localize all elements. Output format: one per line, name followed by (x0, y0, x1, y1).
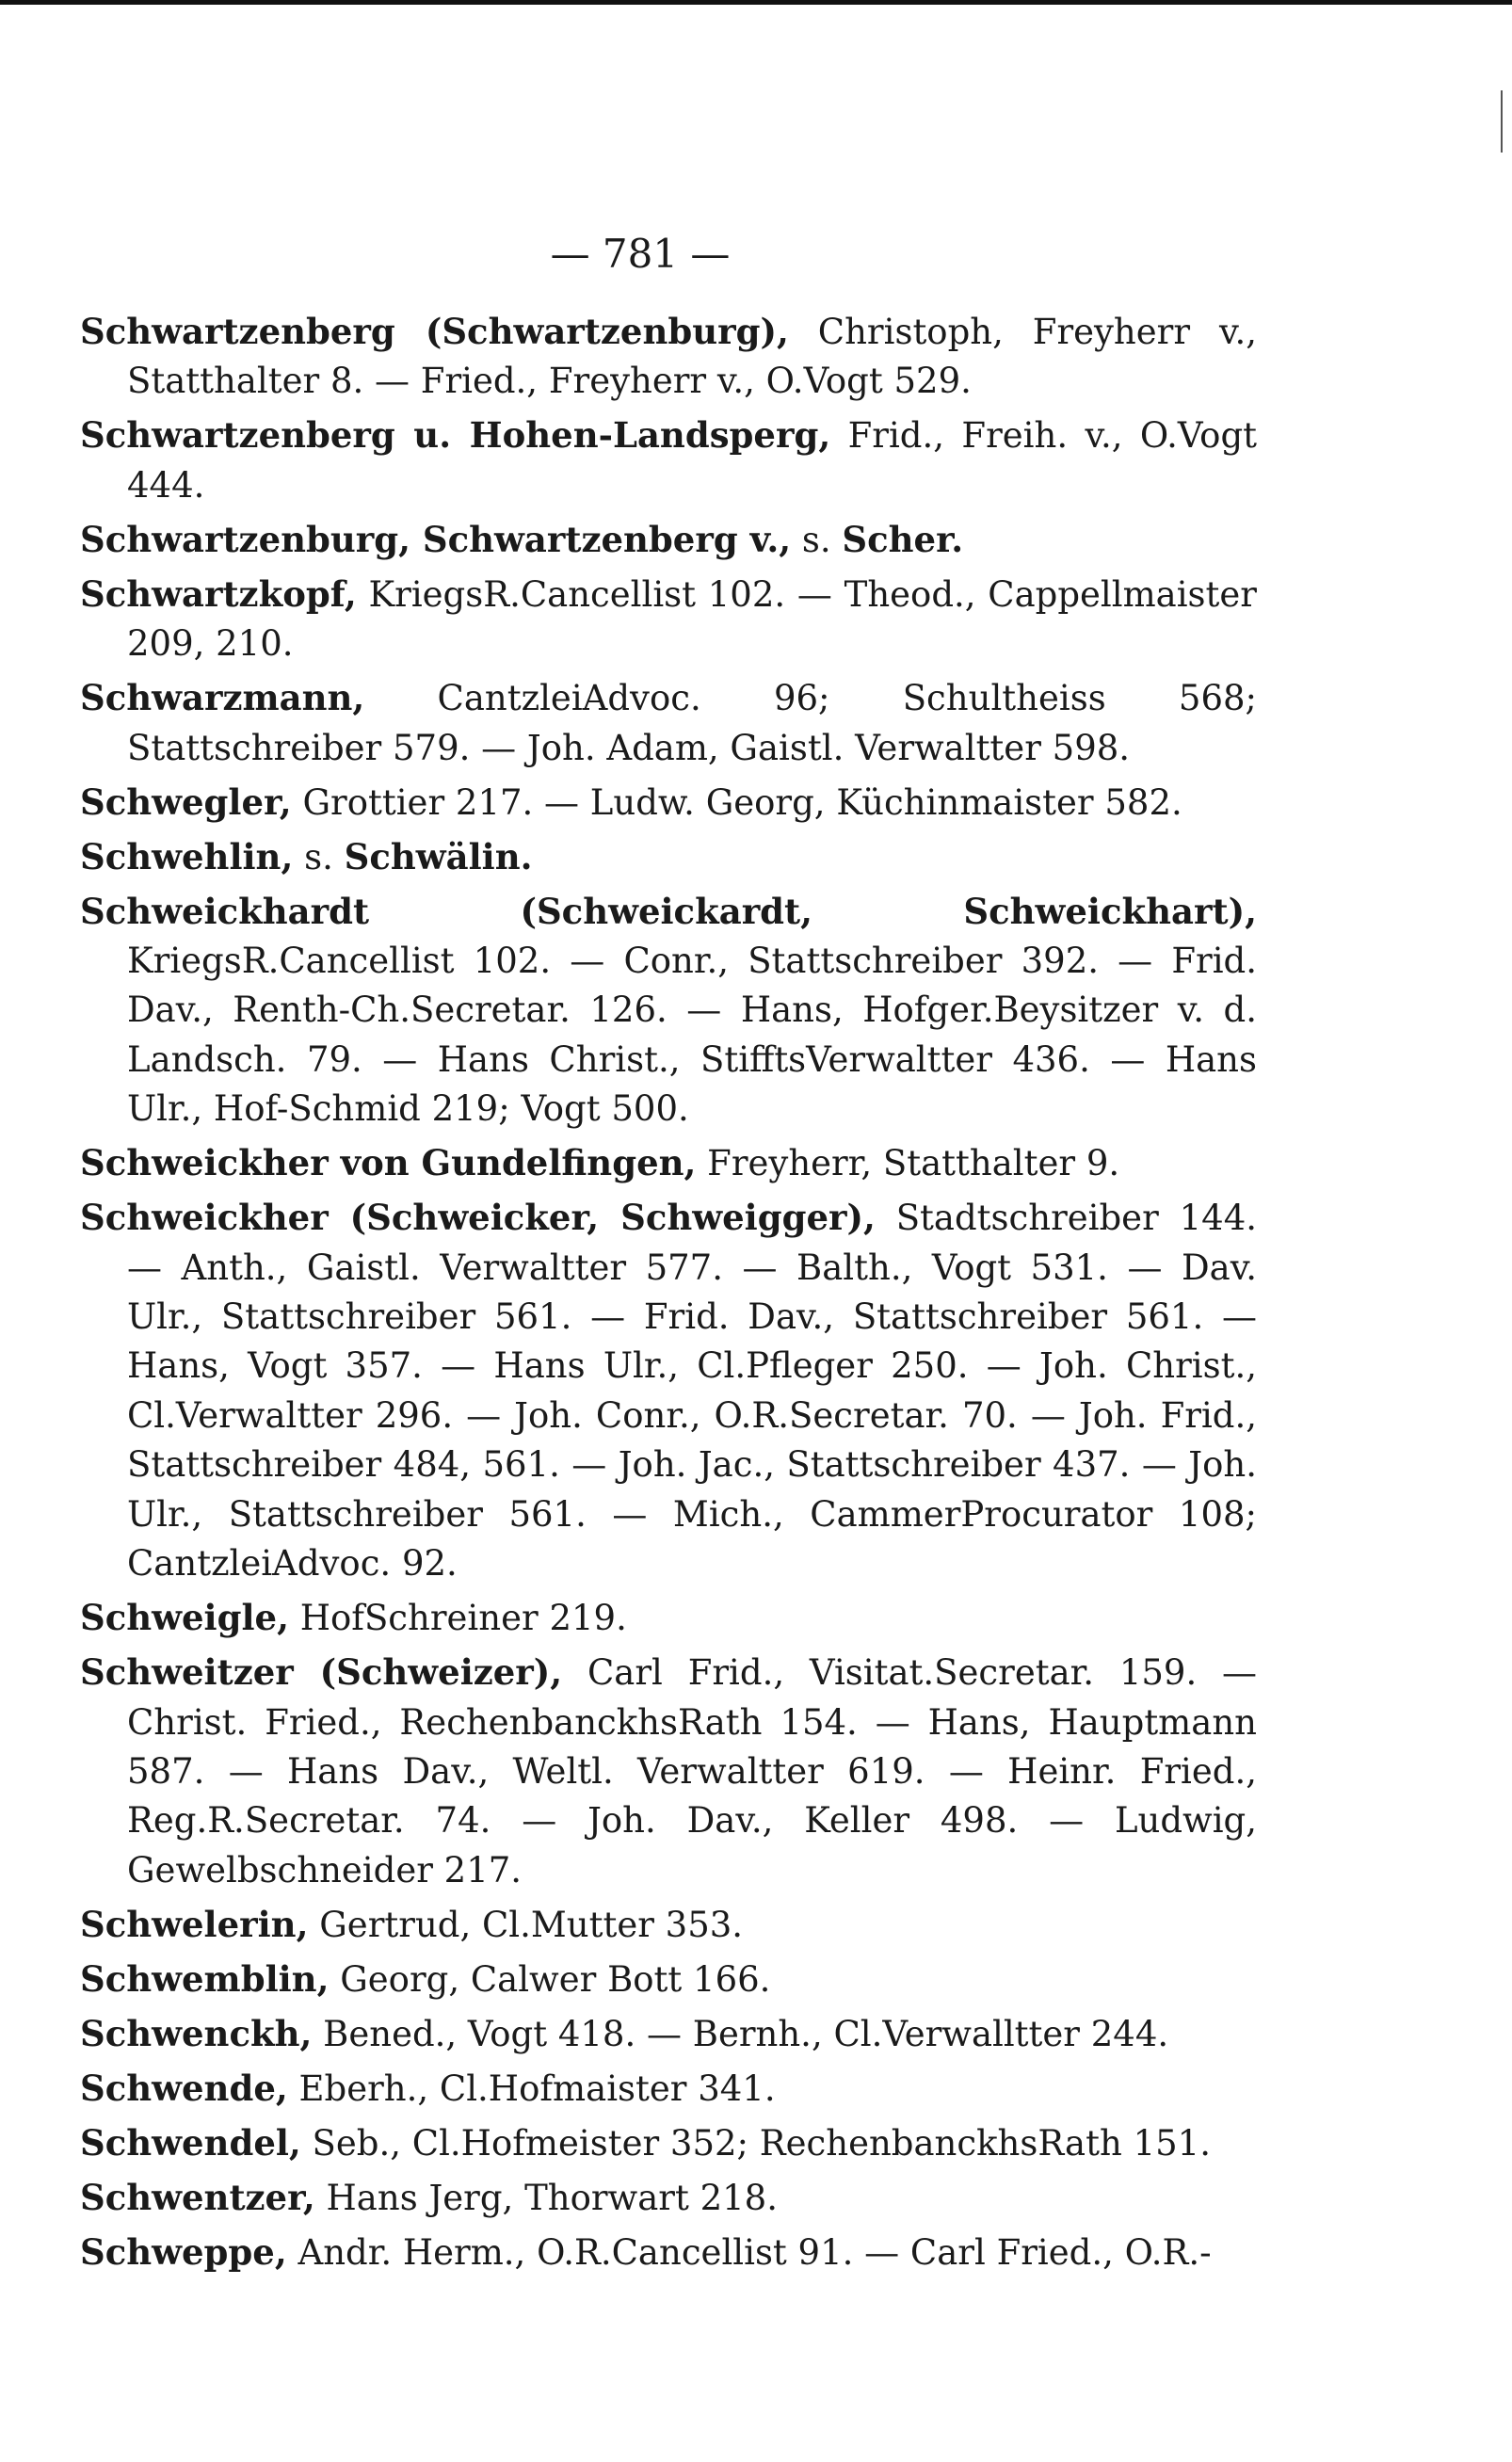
index-entry (80, 887, 1257, 1134)
entry-text: Carl Frid., Visitat.Secretar. 159. — Christ. Fried., RechenbanckhsRath 154. — Hans, Hauptmann 587. — Hans Dav., Weltl. Verwaltter 619. — Heinr. Fried., Reg.R.Secretar. 74. — Joh. Dav., Keller 498. — Ludwig, Gewelbschneider 217. (127, 1652, 1258, 1891)
index-entry (80, 1593, 1257, 1643)
entry-headword: Schwartzenburg, Schwartzenberg v., (80, 518, 792, 560)
index-entry (80, 1138, 1257, 1188)
entry-text: Stadtschreiber 144. — Anth., Gaistl. Verwaltter 577. — Balth., Vogt 531. — Dav. Ulr., Stattschreiber 561. — Frid. Dav., Stattschreiber 561. — Hans, Vogt 357. — Hans Ulr., Cl.Pfleger 250. — Joh. Christ., Cl.Verwaltter 296. — Joh. Conr., O.R.Secretar. 70. — Joh. Frid., Stattschreiber 484, 561. — Joh. Jac., Stattschreiber 437. — Joh. Ulr., Stattschreiber 561. — Mich., CammerProcurator 108; CantzleiAdvoc. 92. (127, 1198, 1257, 1585)
entry-headword: Schweigle, (80, 1597, 289, 1639)
entry-cross-reference: Scher. (842, 518, 964, 560)
entry-headword: Schwartzenberg (Schwartzenburg), (80, 311, 789, 352)
entry-headword: Schwarzmann, (80, 677, 365, 719)
entry-headword: Schwartzenberg u. Hohen-Landsperg, (80, 414, 831, 457)
entry-headword: Schwendel, (80, 2121, 301, 2164)
entry-headword: Schweickher (Schweicker, Schweigger), (80, 1197, 876, 1239)
entry-text: Frid., Freih. v., O.Vogt 444. (127, 415, 1257, 506)
entry-headword: Schwenckh, (80, 2012, 313, 2054)
index-entry (80, 2009, 1257, 2059)
entry-headword: Schwehlin, (80, 835, 294, 877)
entry-headword: Schweppe, (80, 2230, 287, 2273)
index-entry (80, 1955, 1257, 2004)
index-entry (80, 2064, 1257, 2114)
index-entry (80, 1900, 1257, 1950)
entry-headword: Schwartzkopf, (80, 572, 357, 615)
index-entry (80, 2228, 1257, 2277)
entry-text: Eberh., Cl.Hofmaister 341. (287, 2068, 776, 2109)
entry-headword: Schwende, (80, 2067, 288, 2109)
entry-text: s. (293, 836, 345, 877)
entry-headword: Schwegler, (80, 780, 292, 823)
index-entry (80, 515, 1257, 565)
index-entry (80, 778, 1257, 828)
index-entry (80, 2173, 1257, 2223)
entry-text: Andr. Herm., O.R.Cancellist 91. — Carl Fried., O.R.- (286, 2231, 1212, 2273)
entry-cross-reference: Schwälin. (344, 835, 533, 877)
index-entries (80, 307, 1257, 2282)
entry-headword: Schweickhardt (Schweickardt, Schweickhart), (80, 890, 1257, 932)
entry-text: Bened., Vogt 418. — Bernh., Cl.Verwalltter 244. (312, 2013, 1169, 2054)
entry-text: KriegsR.Cancellist 102. — Conr., Stattschreiber 392. — Frid. Dav., Renth-Ch.Secretar. 126. — Hans, Hofger.Beysitzer v. d. Landsch. 79. — Hans Christ., StifftsVerwaltter 436. — Hans Ulr., Hof-Schmid 219; Vogt 500. (127, 941, 1257, 1130)
entry-headword: Schweitzer (Schweizer), (80, 1651, 563, 1694)
entry-headword: Schwentzer, (80, 2176, 315, 2218)
entry-text: Freyherr, Statthalter 9. (696, 1143, 1120, 1184)
entry-text: Christoph, Freyherr v., Statthalter 8. — Fried., Freyherr v., O.Vogt 529. (127, 312, 1257, 402)
entry-text: Gertrud, Cl.Mutter 353. (308, 1904, 744, 1945)
index-entry (80, 1193, 1257, 1588)
entry-text: s. (791, 519, 843, 560)
page-top-edge (0, 0, 1512, 5)
entry-text: CantzleiAdvoc. 96; Schultheiss 568; Stattschreiber 579. — Joh. Adam, Gaistl. Verwaltter 598. (127, 678, 1257, 768)
index-entry (80, 307, 1257, 407)
index-entry (80, 832, 1257, 882)
index-entry (80, 410, 1257, 510)
entry-headword: Schweickher von Gundelfingen, (80, 1142, 697, 1184)
entry-text: Grottier 217. — Ludw. Georg, Küchinmaister 582. (291, 781, 1182, 823)
page-edge-mark (1501, 90, 1503, 153)
index-entry (80, 1648, 1257, 1895)
entry-text: Georg, Calwer Bott 166. (329, 1958, 771, 2000)
page-number: — 781 — (550, 231, 731, 277)
entry-text: HofSchreiner 219. (288, 1598, 627, 1639)
index-entry (80, 673, 1257, 773)
index-entry (80, 2118, 1257, 2168)
index-entry (80, 570, 1257, 669)
entry-text: KriegsR.Cancellist 102. — Theod., Cappellmaister 209, 210. (127, 573, 1257, 665)
entry-headword: Schwemblin, (80, 1957, 330, 2000)
entry-text: Hans Jerg, Thorwart 218. (314, 2177, 778, 2218)
entry-text: Seb., Cl.Hofmeister 352; RechenbanckhsRath 151. (300, 2122, 1211, 2164)
entry-headword: Schwelerin, (80, 1903, 309, 1945)
